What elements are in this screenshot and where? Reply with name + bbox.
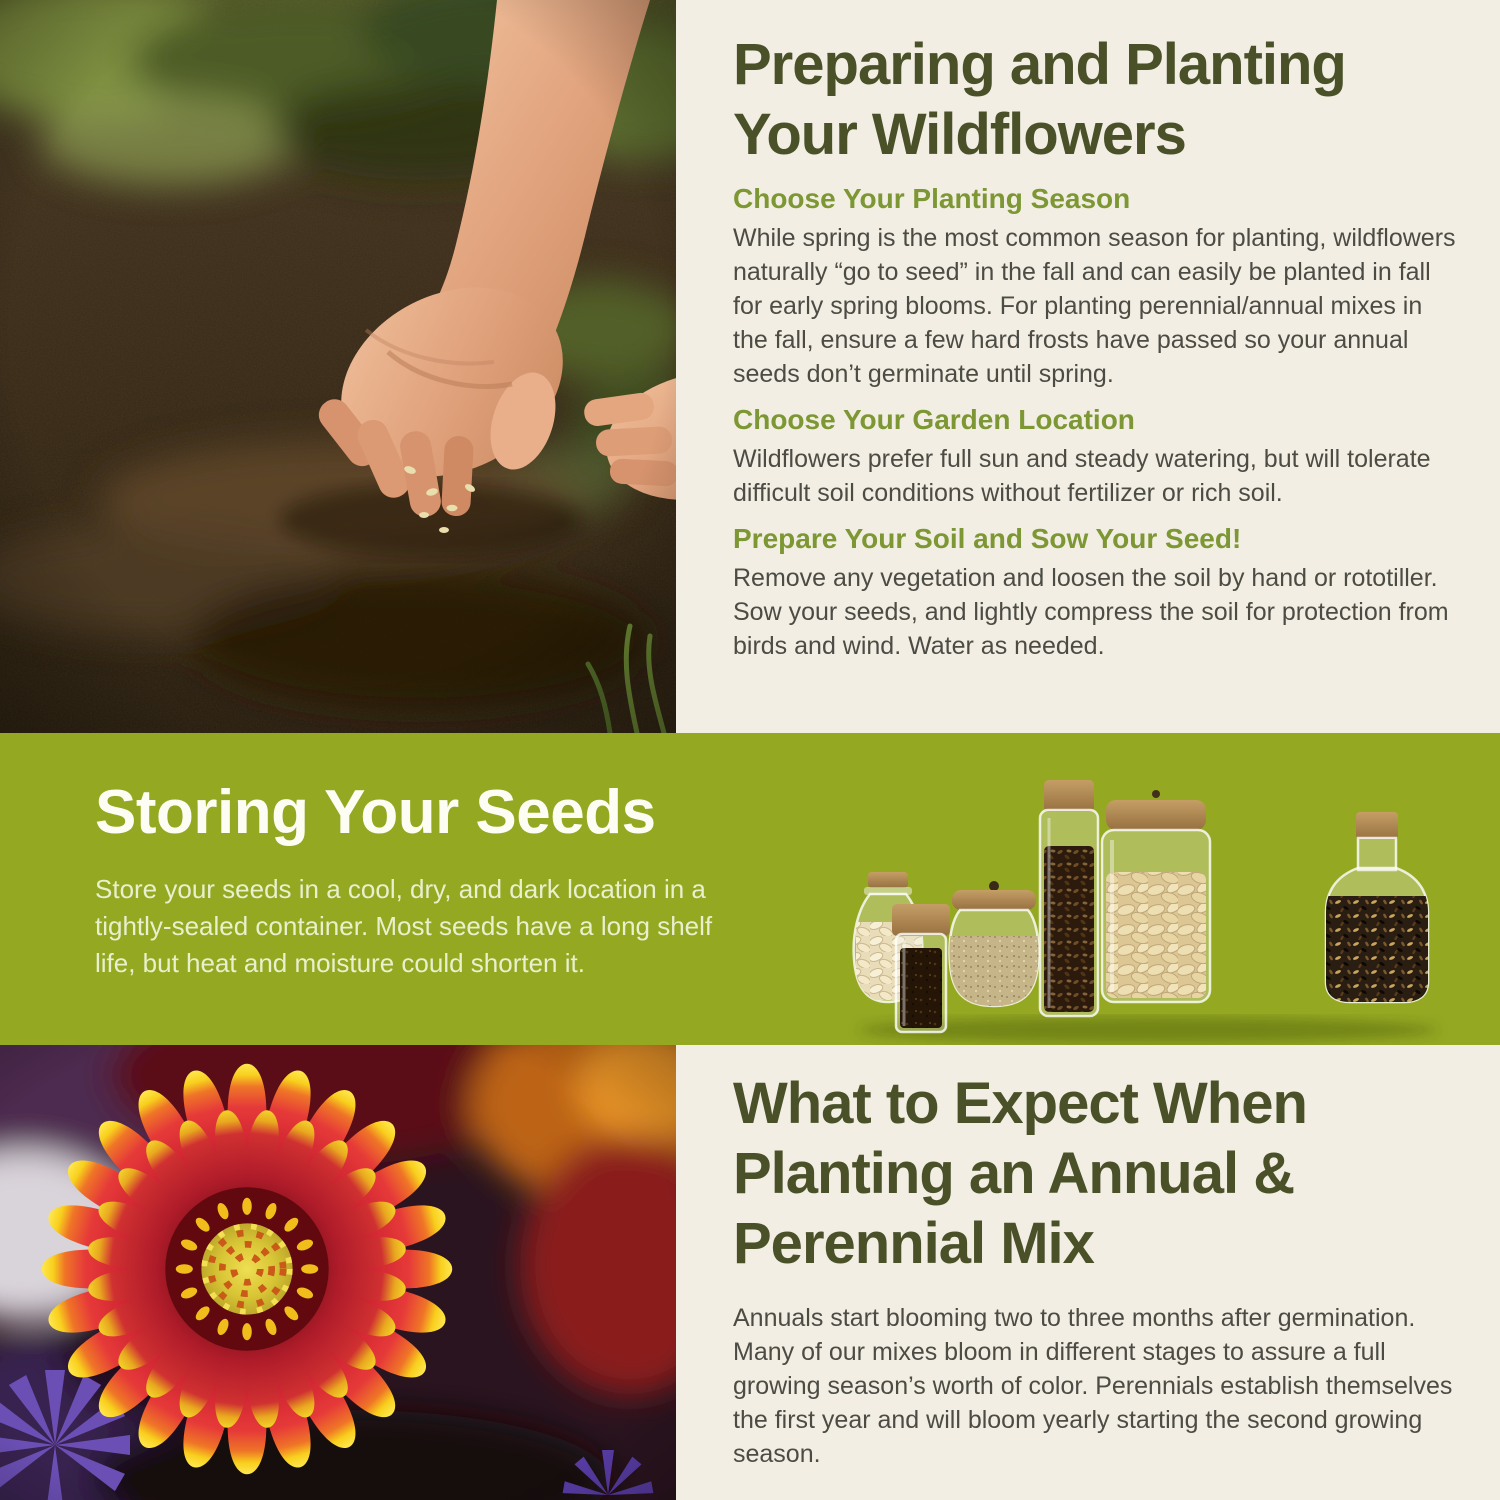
seed-jar-sand: [948, 881, 1040, 1006]
expect-title: [733, 1069, 1462, 1279]
what-to-expect-section: [676, 1045, 1500, 1500]
page-title-line: Your Wildflowers: [733, 102, 1186, 167]
seed-jars-photo: [848, 743, 1448, 1045]
expect-title-line: Planting an Annual &: [733, 1141, 1295, 1206]
seed-jar-pumpkin: [1102, 790, 1210, 1002]
subsection-title-planting-season: Choose Your Planting Season: [733, 183, 1131, 214]
page-title-line: Preparing and Planting: [733, 32, 1346, 97]
subsection-title-prepare-soil: Prepare Your Soil and Sow Your Seed!: [733, 523, 1242, 554]
expect-title-line: Perennial Mix: [733, 1211, 1094, 1276]
preparing-planting-section: [676, 0, 1500, 733]
seed-jar-dark-powder: [892, 904, 950, 1032]
storing-seeds-title: Storing Your Seeds: [95, 778, 656, 847]
seed-jar-mix: [1326, 812, 1428, 1002]
storing-seeds-band: [0, 733, 1500, 1045]
storing-seeds-body: Store your seeds in a cool, dry, and dark location in a tightly-sealed container. Most seeds have a long shelf life, but heat and moisture could shorten it.: [95, 874, 713, 978]
gaillardia-flower-photo: [0, 1045, 676, 1500]
storing-seeds-text: [95, 777, 775, 982]
sowing-seeds-photo: [0, 0, 676, 733]
page-title: [733, 30, 1462, 170]
seed-jar-tall: [1040, 780, 1098, 1016]
subsection-title-garden-location: Choose Your Garden Location: [733, 404, 1135, 435]
expect-title-line: What to Expect When: [733, 1071, 1307, 1136]
expect-body: Annuals start blooming two to three months after germination. Many of our mixes bloom in different stages to assure a full growing season’s worth of color. Perennials establish themselves the first year and will bloom yearly starting the second growing season.: [733, 1304, 1453, 1468]
subsection-body-planting-season: While spring is the most common season for planting, wildflowers naturally “go to seed” in the fall and can easily be planted in fall for early spring blooms. For planting perennial/annual mixes in the fall, ensure a few hard frosts have passed so your annual seeds don’t germinate until spring.: [733, 224, 1456, 388]
subsection-body-garden-location: Wildflowers prefer full sun and steady watering, but will tolerate difficult soil conditions without fertilizer or rich soil.: [733, 445, 1431, 507]
subsection-body-prepare-soil: Remove any vegetation and loosen the soil by hand or rototiller. Sow your seeds, and lightly compress the soil for protection from birds and wind. Water as needed.: [733, 564, 1449, 660]
